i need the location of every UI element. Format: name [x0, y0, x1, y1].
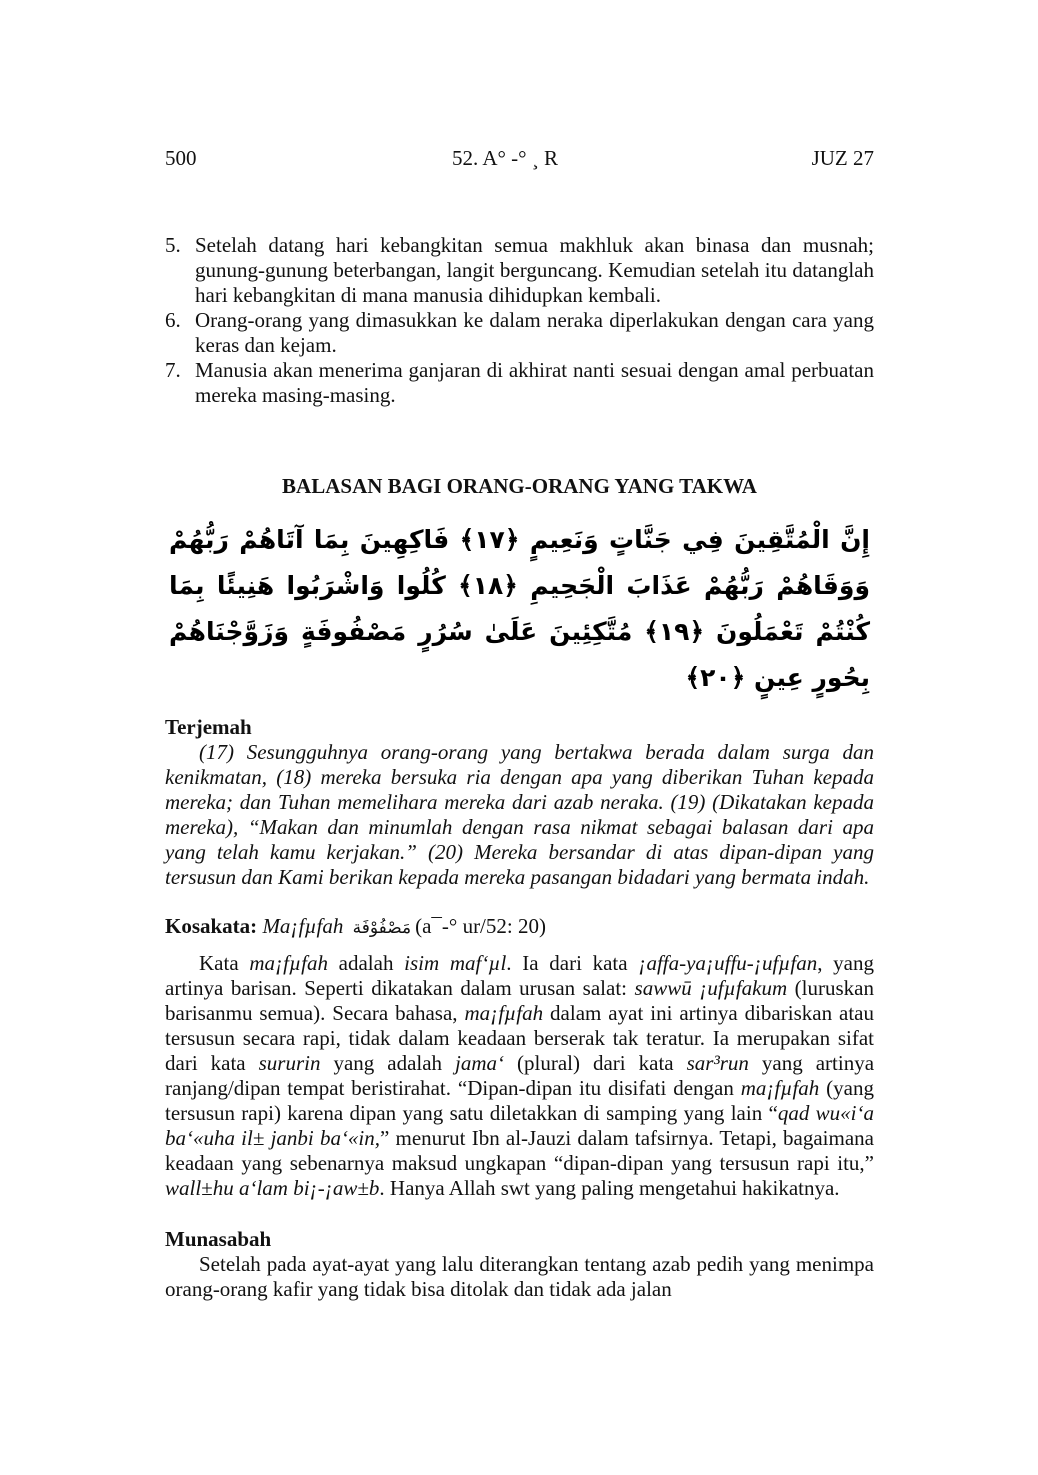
- italic-term: jama‘: [455, 1051, 505, 1075]
- italic-term: ma¡fµfah: [249, 951, 328, 975]
- paragraph-text: (yang tersusun rapi) karena dipan yang satu diletakkan di samping yang lain “: [165, 1076, 874, 1125]
- paragraph-text: ” menurut Ibn al-Jauzi dalam tafsirnya. Tetapi, bagaimana keadaan yang sebenarnya maksud ungkapan “dipan-dipan yang tersusun rapi itu,”: [165, 1126, 874, 1175]
- italic-term: wall±hu a‘lam bi¡-¡aw±b: [165, 1176, 380, 1200]
- terjemah-text: (17) Sesungguhnya orang-orang yang bertakwa berada dalam surga dan kenikmatan, (18) mereka bersuka ria dengan apa yang diberikan Tuhan kepada mereka; dan Tuhan memelihara mereka dari azab neraka. (19) (Dikatakan kepada mereka), “Makan dan minumlah dengan rasa nikmat sebagai balasan dari apa yang telah kamu kerjakan.” (20) Mereka bersandar di atas dipan-dipan yang tersusun dan Kami berikan kepada mereka pasangan bidadari yang bermata indah.: [165, 740, 874, 889]
- kosakata-section: [165, 914, 874, 1201]
- munasabah-section: [165, 1227, 874, 1302]
- italic-term: isim maf‘µl: [404, 951, 507, 975]
- italic-term: ¡affa-ya¡uffu-¡ufµfan: [638, 951, 818, 975]
- juz-label: JUZ 27: [811, 146, 874, 170]
- kosakata-heading: [165, 914, 874, 941]
- italic-term: sururin: [258, 1051, 321, 1075]
- surah-title: 52. A° -° ¸ R: [452, 146, 559, 170]
- paragraph-text: (plural) dari kata: [504, 1051, 687, 1075]
- paragraph-text: , yang artinya barisan. Seperti dikatakan dalam urusan salat:: [165, 951, 874, 1000]
- list-number: 6.: [165, 308, 181, 332]
- list-text: Setelah datang hari kebangkitan semua makhluk akan binasa dan musnah; gunung-gunung beterbangan, langit berguncang. Kemudian setelah itu datanglah hari kebangkitan di mana manusia dihidupkan kembali.: [195, 233, 874, 307]
- paragraph-text: Kata: [199, 951, 250, 975]
- list-number: 7.: [165, 358, 181, 382]
- list-item: [165, 233, 874, 308]
- kosakata-term: Ma¡fµfah: [262, 914, 344, 938]
- italic-term: qad wu«i‘a ba‘«uha il± janbi ba‘«in,: [165, 1101, 874, 1150]
- kosakata-ref: (a¯-° ur/52: 20): [415, 914, 546, 938]
- paragraph-text: dalam ayat ini artinya dibariskan atau tersusun secara rapi, tidak dalam keadaan berserak tak teratur. Ia merupakan sifat dari kata: [165, 1001, 874, 1075]
- paragraph-text: yang artinya ranjang/dipan tempat beristirahat. “Dipan-dipan itu disifati dengan: [165, 1051, 875, 1100]
- italic-term: sar³run: [686, 1051, 749, 1075]
- quran-verses: إِنَّ الْمُتَّقِينَ فِي جَنَّاتٍ وَنَعِيمٍ ﴿١٧﴾ فَاكِهِينَ بِمَا آتَاهُمْ رَبُّهُمْ وَوَقَاهُمْ رَبُّهُمْ عَذَابَ الْجَحِيمِ ﴿١٨﴾ كُلُوا وَاشْرَبُوا هَنِيئًا بِمَا كُنْتُمْ تَعْمَلُونَ ﴿١٩﴾ مُتَّكِئِينَ عَلَىٰ سُرُرٍ مَصْفُوفَةٍ وَزَوَّجْنَاهُمْ بِحُورٍ عِينٍ ﴿٢٠﴾: [169, 525, 871, 692]
- section-title: BALASAN BAGI ORANG-ORANG YANG TAKWA: [282, 474, 757, 498]
- list-text: Manusia akan menerima ganjaran di akhirat nanti sesuai dengan amal perbuatan mereka masing-masing.: [195, 358, 874, 407]
- paragraph-text: . Ia dari kata: [506, 951, 639, 975]
- italic-term: ma¡fµfah: [740, 1076, 820, 1100]
- paragraph-text: (luruskan barisanmu semua). Secara bahasa,: [165, 976, 874, 1025]
- munasabah-heading: Munasabah: [165, 1227, 272, 1251]
- kosakata-arabic: مَصْفُوْفَة: [352, 918, 412, 938]
- italic-term: sawwū ¡ufµfakum: [634, 976, 788, 1000]
- italic-term: ma¡fµfah: [464, 1001, 544, 1025]
- summary-list: [165, 233, 874, 408]
- running-header: [165, 146, 874, 172]
- paragraph-text: . Hanya Allah swt yang paling mengetahui hakikatnya.: [379, 1176, 840, 1200]
- page-number: 500: [165, 146, 197, 170]
- munasabah-text: Setelah pada ayat-ayat yang lalu diterangkan tentang azab pedih yang menimpa orang-orang kafir yang tidak bisa ditolak dan tidak ada jalan: [165, 1252, 874, 1301]
- list-text: Orang-orang yang dimasukkan ke dalam neraka diperlakukan dengan cara yang keras dan kejam.: [195, 308, 874, 357]
- paragraph-text: yang adalah: [320, 1051, 456, 1075]
- list-number: 5.: [165, 233, 181, 257]
- kosakata-label: Kosakata:: [165, 914, 258, 938]
- terjemah-heading: Terjemah: [165, 715, 252, 739]
- list-item: [165, 308, 874, 358]
- paragraph-text: adalah: [327, 951, 405, 975]
- list-item: [165, 358, 874, 408]
- terjemah-section: [165, 715, 874, 890]
- kosakata-paragraph: [165, 951, 874, 1201]
